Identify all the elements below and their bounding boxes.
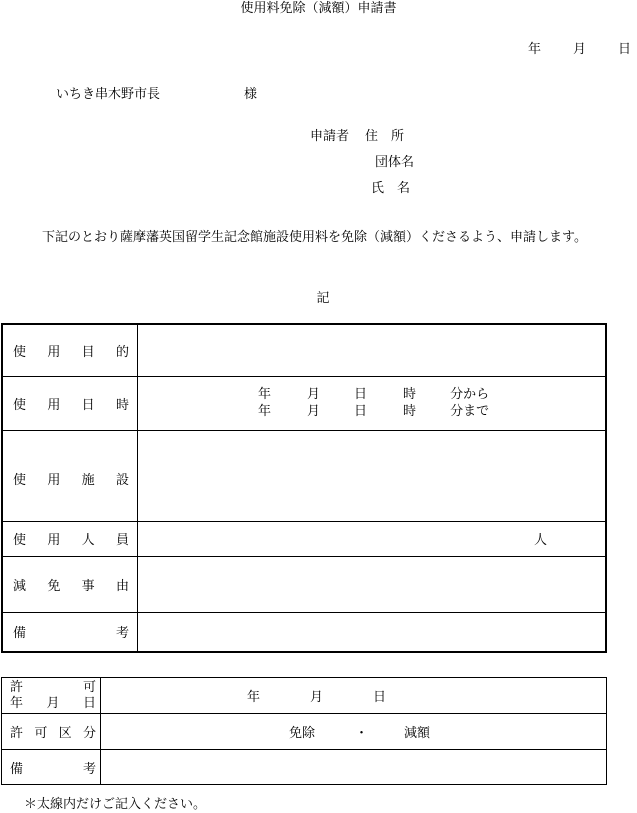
date-year: 年 [527,42,541,57]
permit-category-field[interactable]: 免除 ・ 減額 [101,714,607,750]
datetime-from: 年 月 日 時 分から [258,387,490,402]
facility-field[interactable] [138,430,607,521]
remarks-row [2,612,606,652]
datetime-row [2,376,606,430]
people-unit: 人 [534,533,548,548]
applicant-address-row [310,130,404,143]
permit-remarks-row [2,750,607,785]
people-field[interactable] [138,521,607,556]
datetime-field[interactable] [138,376,607,430]
applicant-address-label: 住 所 [365,129,405,144]
application-date [528,43,631,56]
permit-category-label: 許 可 区 分 [2,714,101,750]
purpose-label: 使 用 目 的 [2,324,138,376]
reason-field[interactable] [138,556,607,612]
remarks-field[interactable] [138,612,607,652]
page-title: 使用料免除（減額）申請書 [240,1,397,16]
addressee-name: いちき串木野市長 [56,87,161,102]
facility-row [2,430,606,521]
reason-row [2,556,606,612]
applicant-group-label: 団体名 [375,155,415,170]
facility-label: 使 用 施 設 [2,430,138,521]
request-statement: 下記のとおり薩摩藩英国留学生記念館施設使用料を免除（減額）くださるよう、申請します。 [42,230,587,245]
permit-remarks-label: 備 考 [2,750,101,785]
reduce-option[interactable]: 減額 [404,726,431,741]
permit-date-field[interactable]: 年 月 日 [101,678,607,714]
reason-label: 減 免 事 由 [2,556,138,612]
purpose-row [2,324,606,376]
remarks-label: 備 考 [2,612,138,652]
permit-remarks-field[interactable] [101,750,607,785]
addressee-honorific: 様 [244,87,258,102]
datetime-to: 年 月 日 時 分まで [258,404,490,419]
date-month: 月 [572,42,586,57]
people-label: 使 用 人 員 [2,521,138,556]
addressee [56,88,257,101]
exempt-option[interactable]: 免除 [289,726,316,741]
permit-date-label: 許 可 年 月 日 [2,678,101,714]
footnote: ＊太線内だけご記入ください。 [24,797,207,812]
application-form-table [1,323,607,653]
permit-category-row [2,714,607,750]
people-row [2,521,606,556]
permit-table [1,677,607,785]
applicant-label: 申請者 [310,129,350,144]
applicant-name-label: 氏 名 [371,181,411,196]
date-day: 日 [617,42,631,57]
permit-date-row [2,678,607,714]
ki-heading: 記 [316,291,330,306]
datetime-label: 使 用 日 時 [2,376,138,430]
purpose-field[interactable] [138,324,607,376]
